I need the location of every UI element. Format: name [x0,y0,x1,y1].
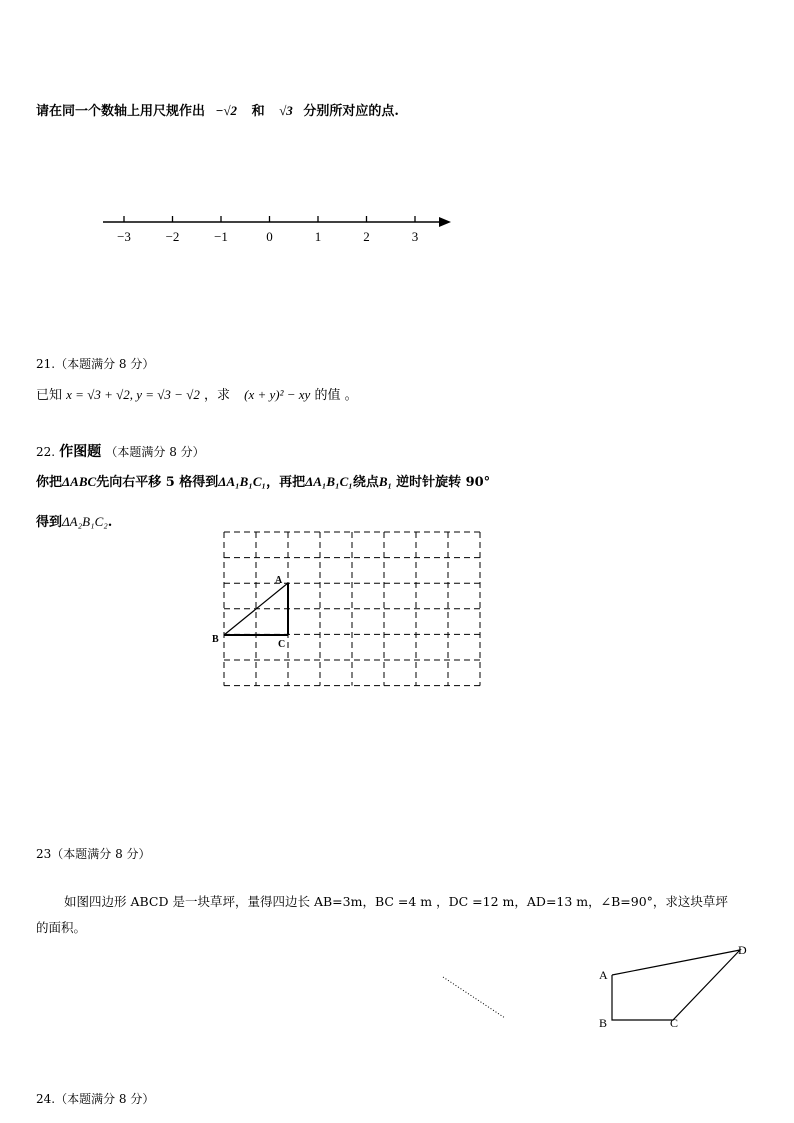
q23-header: 23（本题满分 8 分） [36,847,151,861]
number-line [95,208,465,252]
q22-triangle-abc: ΔABC [62,474,97,489]
number-line-tick-label: −3 [117,229,131,244]
q22-triangle-a1b1c1: ΔA₁B₁C₁ [218,474,267,489]
q21-mid: ，求 [203,388,230,403]
q21-text [36,384,358,403]
q22-line2-a: 得到 [36,515,63,530]
q22-number: 22. [36,445,56,459]
q22-grid-figure [210,528,485,694]
q22-line2 [36,511,112,530]
q22-line1-a: 你把 [36,475,63,490]
q22-line1-d: 绕点 [352,475,379,490]
q21-prefix: 已知 [36,388,63,403]
quad-label-a: A [599,968,608,982]
q22-line1-c: ，再把 [266,475,306,490]
quad-label-d: D [738,943,747,957]
q20-prefix: 请在同一个数轴上用尺规作出 [36,104,206,119]
number-line-arrow [439,217,451,227]
q22-header [36,441,205,461]
q20-text [36,100,399,119]
number-line-tick-label: −2 [165,229,180,244]
q22-line2-b: . [107,515,113,530]
q20-neg-sqrt2: −√2 [215,103,238,118]
q21-expr: x = √3 + √2, y = √3 − √2 [66,387,200,402]
q23-body-line1: 如图四边形 ABCD 是一块草坪，量得四边长 AB=3m，BC =4 m ，DC =12 m，AD=13 m，∠B=90°，求这块草坪 [64,894,728,909]
q22-score: （本题满分 8 分） [105,445,205,459]
number-line-tick-label: −1 [214,229,228,244]
q21-suffix: 的值 。 [314,388,358,403]
grid-label-a: A [275,575,283,586]
grid-label-b: B [212,634,219,645]
number-line-tick-label: 2 [363,229,370,244]
q22-line1 [36,471,490,490]
q20-he: 和 [251,104,265,119]
q22-triangle-a1b1c1-2: ΔA₁B₁C₁ [305,474,353,489]
q22-point-b1: B₁ [378,474,393,489]
q21-header: 21.（本题满分 8 分） [36,357,155,371]
q24-header: 24.（本题满分 8 分） [36,1092,155,1106]
quadrilateral-abcd [612,950,740,1020]
q23-quadrilateral-figure [590,938,760,1038]
number-line-tick-label: 1 [314,229,322,244]
grid-label-c: C [278,639,286,650]
stray-dotted-line [440,972,510,1022]
q23-body [36,889,760,941]
q22-line1-b: 先向右平移 5 格得到 [96,475,219,490]
quad-label-c: C [670,1016,679,1030]
q20-suffix: 分别所对应的点. [303,104,399,119]
quad-label-b: B [599,1016,608,1030]
q22-triangle-a2b1c2: ΔA₂B₁C₂ [62,514,108,529]
q22-dashed-grid [224,532,480,686]
q23-body-line2: 的面积。 [36,920,87,935]
number-line-tick-label: 0 [266,229,273,244]
q21-expr2: (x + y)² − xy [244,387,311,402]
q22-title: 作图题 [59,444,102,460]
q20-sqrt3: √3 [279,103,293,118]
number-line-tick-label: 3 [411,229,419,244]
q22-line1-e: 逆时针旋转 90° [396,475,491,490]
